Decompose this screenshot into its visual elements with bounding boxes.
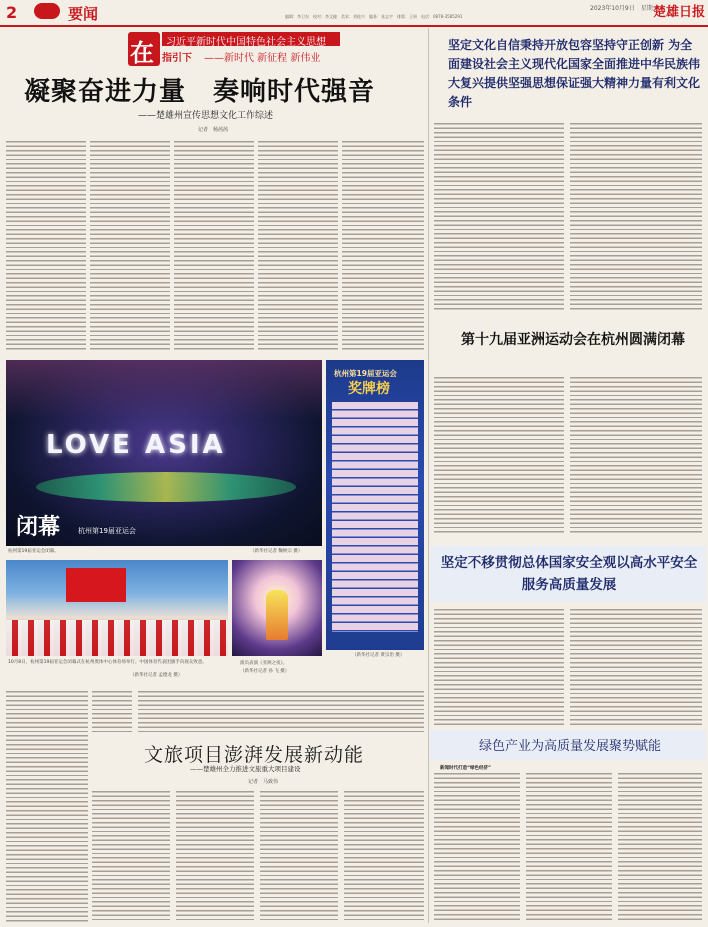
crowd <box>6 620 228 656</box>
right-headline-2: 第十九届亚洲运动会在杭州圆满闭幕 <box>461 332 685 348</box>
topic-banner <box>122 30 352 70</box>
right-article4-col-b <box>526 772 612 922</box>
article2-col-1 <box>92 790 170 922</box>
right-article3-col-a <box>434 608 564 728</box>
article2-col-4 <box>344 790 424 922</box>
photo-flag-bearers <box>6 560 228 656</box>
issue-date: 2023年10月9日 星期一 <box>590 5 659 12</box>
article2-col-a <box>92 690 132 735</box>
article2-subhead: ——楚雄州全力推进文旅重大项目建设 <box>190 765 301 773</box>
right-small-tag: 新闻时代打造“绿色经济” <box>440 766 491 771</box>
photo-performers <box>232 560 322 656</box>
photo4-credit: （新华社记者 孙 飞 摄） <box>240 669 290 674</box>
article1-column-1 <box>6 140 86 350</box>
stage-field <box>36 472 296 502</box>
editor-meta: 编辑：李卫东 校对：李文捷 美术：刘桂兴 编务：张志宇 排版：王妍 电话：0878-3585291 <box>285 14 463 19</box>
article1-headline: 凝聚奋进力量 奏响时代强音 <box>24 77 376 107</box>
right-headline-1: 坚定文化自信秉持开放包容坚持守正创新 为全面建设社会主义现代化国家全面推进中华民族伟大复兴提供坚强思想保证强大精神力量有利文化条件 <box>448 38 701 109</box>
photo1-caption: 杭州第19届亚运会闭幕。 <box>8 549 59 554</box>
paper-name: 楚雄日报 <box>653 5 706 20</box>
right-headline-3: 坚定不移贯彻总体国家安全观以高水平安全服务高质量发展 <box>440 555 698 593</box>
medal-rows <box>332 402 418 632</box>
right-article2-col-a <box>434 376 564 534</box>
photo-medal-board <box>326 360 424 650</box>
photo1-credit: （新华社记者 鞠焕宗 摄） <box>250 549 303 554</box>
article2-col-2 <box>176 790 254 922</box>
photo2-credit: （新华社记者 黄宗治 摄） <box>352 653 405 658</box>
closing-word: 闭幕 <box>16 514 61 540</box>
photo-closing-ceremony <box>6 360 322 546</box>
right-article1-col-b <box>570 122 702 310</box>
column-divider <box>428 28 429 923</box>
right-article4-col-c <box>618 772 702 922</box>
medal-board-title: 杭州第19届亚运会 <box>334 369 397 378</box>
article2-col-3 <box>260 790 338 922</box>
header-divider <box>0 25 708 27</box>
page-number: 2 <box>6 3 18 22</box>
right-article4-col-a <box>434 772 520 922</box>
masthead-bar <box>0 0 708 26</box>
banner-line1: 习近平新时代中国特色社会主义思想 <box>166 37 326 48</box>
right-article1-col-a <box>434 122 564 310</box>
article1-column-5 <box>342 140 424 350</box>
article2-byline: 记者 马致伟 <box>248 779 279 785</box>
article2-headline: 文旅项目澎湃发展新动能 <box>144 744 365 766</box>
article1-column-3 <box>174 140 254 350</box>
article1-continued <box>6 690 88 922</box>
paper-logo-icon <box>34 3 60 19</box>
banner-char: 在 <box>130 38 154 67</box>
article1-column-2 <box>90 140 170 350</box>
photo3-credit: （新华社记者 孟德龙 摄） <box>130 673 183 678</box>
stadium-lights <box>6 360 322 420</box>
article1-column-4 <box>258 140 338 350</box>
medal-board-sub: 奖牌榜 <box>348 381 390 397</box>
closing-sub: 杭州第19届亚运会 <box>78 527 136 535</box>
article2-col-b <box>138 690 424 735</box>
love-asia-text: LOVE ASIA <box>46 430 226 460</box>
flag <box>66 568 126 602</box>
dancer <box>266 590 288 640</box>
photo4-caption: 演员表演《亚洲之夜》。 <box>240 661 288 666</box>
section-name: 要闻 <box>68 5 99 23</box>
article1-byline: 记者 杨茜茜 <box>198 127 229 133</box>
banner-line3: ——新时代 新征程 新伟业 <box>204 53 321 64</box>
right-article3-col-b <box>570 608 702 728</box>
right-article2-col-b <box>570 376 702 534</box>
banner-line2: 指引下 <box>162 53 192 64</box>
article1-subhead: ——楚雄州宣传思想文化工作综述 <box>138 111 274 121</box>
photo3-caption: 10月8日，杭州第19届亚运会闭幕式在杭州奥体中心体育场举行。中国体育代表团旗手向观众致意。 <box>8 660 207 665</box>
right-headline-4: 绿色产业为高质量发展聚势赋能 <box>478 739 661 754</box>
